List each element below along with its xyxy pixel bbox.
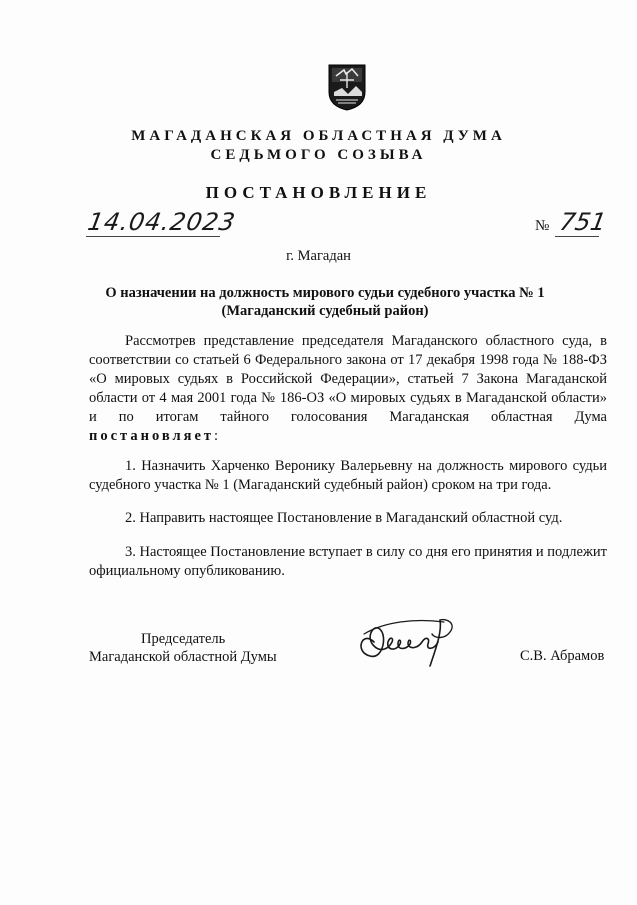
date-underline bbox=[86, 236, 220, 237]
preamble-text: Рассмотрев представление председателя Магаданского областного суда, в соответствии со статьей 6 Федерального закона от 17 декабря 1998 года № 188-ФЗ «О мировых судьях в Российской Федерации», статьей 7 Закона Магаданской области от 4 мая 2001 года № 186-ОЗ «О мировых судьях в Магаданской области» и по итогам тайного голосования Магаданская областная Дума bbox=[89, 333, 607, 425]
coat-of-arms-icon bbox=[326, 62, 368, 112]
decree-word: постановляет bbox=[89, 428, 215, 444]
document-title bbox=[60, 284, 590, 320]
signatory-name: С.В. Абрамов bbox=[520, 648, 605, 664]
clause-3: 3. Настоящее Постановление вступает в силу со дня его принятия и подлежит официальному опубликованию. bbox=[89, 544, 608, 579]
title-line-1: О назначении на должность мирового судьи судебного участка № 1 bbox=[105, 285, 545, 301]
position-line-1: Председатель bbox=[141, 631, 226, 647]
clause-1: 1. Назначить Харченко Веронику Валерьевну на должность мирового судьи судебного участка № 1 (Магаданский судебный район) сроком на три года. bbox=[89, 458, 607, 493]
handwritten-signature-icon bbox=[344, 612, 470, 668]
number-label: № bbox=[535, 218, 550, 234]
preamble-end: : bbox=[214, 428, 219, 444]
clause-2: 2. Направить настоящее Постановление в Магаданский областной суд. bbox=[125, 510, 563, 526]
number-underline bbox=[555, 236, 599, 237]
position-line-2: Магаданской областной Думы bbox=[89, 649, 277, 665]
preamble-paragraph bbox=[89, 332, 607, 446]
organization-convocation: СЕДЬМОГО СОЗЫВА bbox=[210, 147, 427, 163]
organization-name: МАГАДАНСКАЯ ОБЛАСТНАЯ ДУМА bbox=[131, 128, 506, 144]
document-date: 14.04.2023 bbox=[85, 208, 238, 236]
document-city: г. Магадан bbox=[286, 248, 351, 264]
signatory-position bbox=[89, 630, 277, 666]
document-number: 751 bbox=[557, 208, 609, 236]
document-type: ПОСТАНОВЛЕНИЕ bbox=[205, 183, 432, 202]
title-line-2: (Магаданский судебный район) bbox=[221, 303, 429, 319]
